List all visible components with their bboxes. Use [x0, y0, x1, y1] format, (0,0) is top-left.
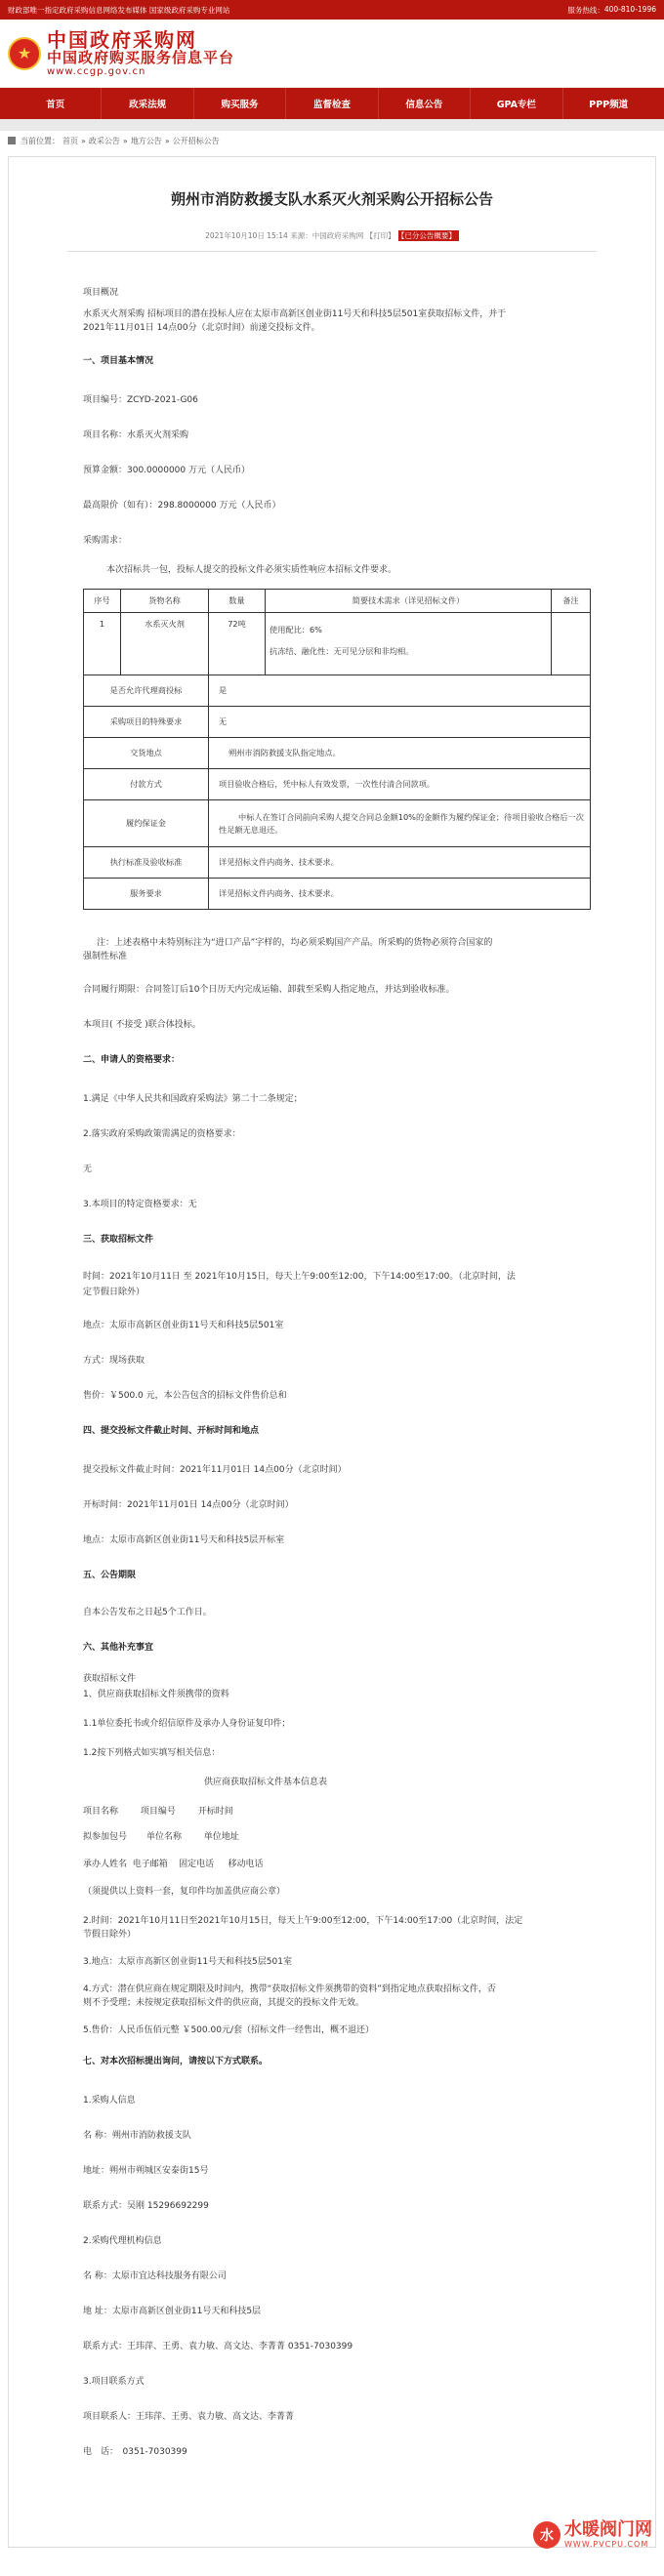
text-line: 本次招标共一包，投标人提交的投标文件必须实质性响应本招标文件要求。 — [106, 565, 397, 575]
text-line: 则不予受理；未按规定获取招标文件的供应商，其提交的投标文件无效。 — [83, 1998, 365, 2008]
spec-line: 使用配比：6% — [270, 625, 322, 634]
top-bar-right — [567, 5, 656, 16]
nav-gpa[interactable]: GPA专栏 — [471, 88, 562, 119]
nav-ppp[interactable]: PPP频道 — [589, 100, 629, 110]
text-line: 获取招标文件 — [83, 1674, 137, 1684]
text-line: 2.采购代理机构信息 — [83, 2236, 162, 2246]
table-cell — [266, 613, 552, 675]
summary-tag[interactable]: 【已分公告概要】 — [398, 230, 459, 241]
text-line: 地点：太原市高新区创业街11号天和科技5层开标室 — [83, 1535, 285, 1545]
text-line: 项目概况 — [83, 288, 119, 298]
text-line: 联系方式：吴刚 15296692299 — [83, 2201, 209, 2211]
text-line: 预算金额：300.0000000 万元（人民币） — [83, 466, 250, 475]
text-line: 供应商获取招标文件基本信息表 — [204, 1778, 328, 1787]
breadcrumb-announcements[interactable]: 政采公告 — [88, 136, 120, 145]
table-cell: 72吨 — [209, 613, 266, 675]
text-line: 1、供应商获取招标文件须携带的资料 — [83, 1690, 229, 1699]
national-emblem-icon: ★ — [8, 37, 41, 70]
text-line: 3.项目联系方式 — [83, 2377, 145, 2387]
table-value: 项目验收合格后，凭中标人有效发票，一次性付清合同款项。 — [209, 769, 591, 800]
table-key: 付款方式 — [84, 769, 209, 800]
section-heading: 六、其他补充事宜 — [83, 1643, 154, 1653]
article-meta — [67, 230, 597, 252]
watermark-url: WWW.PVCPU.COM — [564, 2540, 649, 2549]
hotline-number: 400-810-1996 — [603, 4, 656, 14]
sub-nav-bar — [0, 119, 664, 131]
nav-supervision[interactable]: 监督检查 — [286, 88, 378, 119]
table-value: 中标人在签订合同前向采购人提交合同总金额10%的金额作为履约保证金；待项目验收合格后一次性足额无息退还。 — [209, 800, 591, 847]
text-line: 2.时间：2021年10月11日至2021年10月15日，每天上午9:00至12:00，下午14:00至17:00（北京时间，法定 — [83, 1916, 523, 1926]
text-line: 水系灭火剂采购 招标项目的潜在投标人应在太原市高新区创业街11号天和科技5层501室获取招标文件，并于 — [83, 309, 507, 319]
table-value: 是 — [209, 675, 591, 707]
breadcrumb-label: 当前位置： — [21, 136, 60, 145]
text-line: 地点：太原市高新区创业街11号天和科技5层501室 — [83, 1321, 284, 1330]
text-line: 2021年11月01日 14点00分（北京时间）前递交投标文件。 — [83, 323, 320, 333]
text-line: 1.满足《中华人民共和国政府采购法》第二十二条规定； — [83, 1094, 303, 1104]
text-line: 项目名称 项目编号 开标时间 — [83, 1807, 233, 1817]
text-line: 提交投标文件截止时间：2021年11月01日 14点00分（北京时间） — [83, 1465, 347, 1475]
home-icon — [8, 137, 16, 144]
text-line: 最高限价（如有）：298.8000000 万元（人民币） — [83, 501, 281, 511]
watermark — [533, 2520, 652, 2549]
article-body — [9, 252, 655, 2497]
text-line: 承办人姓名 电子邮箱 固定电话 移动电话 — [83, 1860, 264, 1869]
article-meta-text: 2021年10月10日 15:14 来源：中国政府采购网 【打印】 — [205, 231, 395, 240]
text-line: 地 址：太原市高新区创业街11号天和科技5层 — [83, 2307, 262, 2316]
table-value: 无 — [209, 707, 591, 738]
table-key: 采购项目的特殊要求 — [84, 707, 209, 738]
section-heading: 一、项目基本情况 — [83, 356, 154, 366]
breadcrumb-tender[interactable]: 公开招标公告 — [172, 136, 220, 145]
section-heading: 五、公告期限 — [83, 1571, 137, 1580]
text-line: 项目联系人：王玮萍、王勇、袁力敏、高文达、李菁菁 — [83, 2412, 295, 2422]
text-line: 5.售价：人民币伍佰元整 ￥500.00元/套（招标文件一经售出，概不退还） — [83, 2025, 374, 2035]
text-line: 2.落实政府采购政策需满足的资格要求： — [83, 1129, 241, 1139]
text-line: 售价：￥500.0 元，本公告包含的招标文件售价总和 — [83, 1391, 287, 1401]
text-line: 名 称：太原市宜达科技服务有限公司 — [83, 2271, 227, 2281]
watermark-logo-icon: 水 — [533, 2521, 560, 2549]
text-line: 项目名称：水系灭火剂采购 — [83, 430, 189, 440]
text-line: 开标时间：2021年11月01日 14点00分（北京时间） — [83, 1500, 294, 1510]
text-line: 联系方式：王玮萍、王勇、袁力敏、高文达、李菁菁 0351-7030399 — [83, 2342, 353, 2351]
table-key: 执行标准及验收标准 — [84, 847, 209, 879]
text-line: 注：上述表格中未特别标注为“进口产品”字样的，均必须采购国产产品。所采购的货物必须符合国家的 — [97, 938, 493, 948]
table-value: 详见招标文件内商务、技术要求。 — [209, 879, 591, 910]
text-line: 4.方式：潜在供应商在规定期限及时间内，携带“获取招标文件须携带的资料”到指定地点获取招标文件，否 — [83, 1984, 496, 1994]
text-line: 合同履行期限：合同签订后10个日历天内完成运输、卸载至采购人指定地点，并达到验收标准。 — [83, 985, 455, 995]
nav-announcements[interactable]: 信息公告 — [379, 88, 471, 119]
site-url: www.ccgp.gov.cn — [47, 65, 146, 77]
text-line: （须提供以上资料一套，复印件均加盖供应商公章） — [83, 1887, 286, 1897]
site-subname: 中国政府购买服务信息平台 — [47, 48, 235, 66]
requirement-table — [83, 589, 591, 910]
breadcrumb-sep: » — [81, 136, 86, 145]
table-cell — [552, 613, 591, 675]
text-line: 电 话： 0351-7030399 — [83, 2447, 187, 2457]
text-line: 方式：现场获取 — [83, 1356, 145, 1366]
hotline-label: 服务热线： — [567, 5, 604, 15]
nav-purchase-services[interactable]: 购买服务 — [194, 88, 286, 119]
spec-line: 抗冻结、融化性：无可见分层和非均相。 — [270, 646, 414, 656]
table-key: 交货地点 — [84, 738, 209, 769]
table-value: 朔州市消防救援支队指定地点。 — [209, 738, 591, 769]
text-line: 3.本项目的特定资格要求：无 — [83, 1200, 197, 1209]
breadcrumb-home[interactable]: 首页 — [62, 136, 78, 145]
table-header: 简要技术需求（详见招标文件） — [266, 590, 552, 613]
main-nav — [0, 88, 664, 119]
text-line: 强制性标准 — [83, 952, 128, 961]
article-card — [8, 156, 656, 2548]
table-header: 序号 — [84, 590, 121, 613]
breadcrumb-local[interactable]: 地方公告 — [130, 136, 162, 145]
table-key: 服务要求 — [84, 879, 209, 910]
text-line: 时间：2021年10月11日 至 2021年10月15日，每天上午9:00至12:00，下午14:00至17:00。（北京时间，法 — [83, 1272, 516, 1282]
table-value: 详见招标文件内商务、技术要求。 — [209, 847, 591, 879]
table-header: 货物名称 — [121, 590, 209, 613]
text-line: 地址：朔州市朔城区安泰街15号 — [83, 2166, 209, 2176]
text-line: 拟参加包号 单位名称 单位地址 — [83, 1832, 239, 1842]
table-cell: 1 — [84, 613, 121, 675]
text-line: 名 称：朔州市消防救援支队 — [83, 2131, 191, 2141]
section-heading: 二、申请人的资格要求： — [83, 1055, 181, 1065]
breadcrumb-sep: » — [164, 136, 170, 145]
text-line: 自本公告发布之日起5个工作日。 — [83, 1608, 212, 1617]
text-line: 定节假日除外） — [83, 1288, 145, 1297]
site-header — [0, 20, 664, 88]
site-logo-text[interactable] — [47, 27, 235, 77]
watermark-text — [564, 2520, 652, 2549]
text-line: 3.地点：太原市高新区创业街11号天和科技5层501室 — [83, 1957, 292, 1967]
text-line: 项目编号：ZCYD-2021-G06 — [83, 395, 198, 405]
site-name: 中国政府采购网 — [47, 27, 197, 52]
article-title: 朔州市消防救援支队水系灭火剂采购公开招标公告 — [170, 190, 493, 208]
text-line: 1.采购人信息 — [83, 2096, 136, 2106]
watermark-title: 水暖阀门网 — [564, 2519, 652, 2540]
table-cell: 水系灭火剂 — [121, 613, 209, 675]
table-key: 履约保证金 — [84, 800, 209, 847]
breadcrumb — [0, 131, 664, 150]
text-line: 采购需求： — [83, 536, 128, 546]
table-key: 是否允许代理商投标 — [84, 675, 209, 707]
nav-home[interactable]: 首页 — [10, 88, 102, 119]
breadcrumb-sep: » — [122, 136, 128, 145]
top-bar — [0, 0, 664, 20]
text-line: 1.2按下列格式如实填写相关信息： — [83, 1748, 221, 1758]
top-bar-slogan: 财政部唯一指定政府采购信息网络发布媒体 国家级政府采购专业网站 — [8, 5, 230, 15]
section-heading: 七、对本次招标提出询问，请按以下方式联系。 — [83, 2057, 269, 2066]
table-header: 备注 — [552, 590, 591, 613]
text-line: 节假日除外） — [83, 1930, 137, 1940]
table-header: 数量 — [209, 590, 266, 613]
text-line: 1.1单位委托书或介绍信原件及承办人身份证复印件； — [83, 1719, 291, 1729]
text-line: 本项目( 不接受 )联合体投标。 — [83, 1020, 201, 1030]
nav-regulations[interactable]: 政采法规 — [102, 88, 193, 119]
text-line: 无 — [83, 1165, 93, 1174]
section-heading: 三、获取招标文件 — [83, 1235, 154, 1245]
section-heading: 四、提交投标文件截止时间、开标时间和地点 — [83, 1426, 260, 1436]
